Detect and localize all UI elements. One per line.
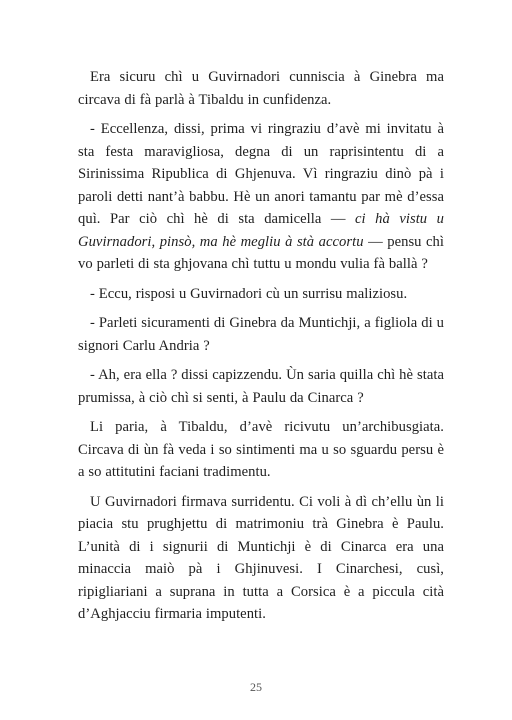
text-segment: U Guvirnadori firmava surridentu. Ci voli à dì ch’ellu ùn li piacia stu prughjettu di matrimoniu trà Ginebra è Paulu. L’unità di i signurii di Muntichji è di Cinarca era una minaccia maiò pà i Ghjinuvesi. I Cinarchesi, cusì, ripigliariani a suprana in tutta a Corsica è a piccula cità d’Aghjacciu firmaria imputenti. [78, 493, 444, 622]
text-segment: - Parleti sicuramenti di Ginebra da Muntichji, a figliola di u signori Carlu Andria ? [78, 315, 444, 354]
paragraph [78, 364, 444, 409]
paragraph [78, 66, 444, 111]
paragraph [78, 283, 444, 306]
paragraph [78, 312, 444, 357]
text-segment: Era sicuru chì u Guvirnadori cunniscia à Ginebra ma circava di fà parlà à Tibaldu in cunfidenza. [78, 69, 444, 108]
text-segment: - Eccellenza, dissi, prima vi ringraziu d’avè mi invitatu à sta festa maravigliosa, degna di un raprisintentu di a Sirinissima Ripublica di Ghjenuva. Vì ringraziu dinò pà i paroli detti nant’à babbu. Hè un anori tamantu par mè d’essa quì. Par ciò chì hè di sta damicella — [78, 121, 444, 227]
paragraph [78, 416, 444, 484]
italic-text-segment: ci hà vistu u Guvirnadori, pinsò, ma hè megliu à stà accortu [78, 211, 444, 250]
paragraph [78, 118, 444, 276]
page-number: 25 [250, 680, 262, 694]
text-segment: - Eccu, risposi u Guvirnadori cù un surrisu maliziosu. [90, 285, 408, 302]
text-segment: Li paria, à Tibaldu, d’avè ricivutu un’archibusgiata. Circava di ùn fà veda i so sintimenti ma u so sguardu persu è a so attitutini faciani tradimentu. [78, 419, 444, 480]
book-page-body [78, 66, 444, 633]
text-segment: - Ah, era ella ? dissi capizzendu. Ùn saria quilla chì hè stata prumissa, à ciò chì si senti, à Paulu da Cinarca ? [78, 367, 444, 406]
paragraph [78, 491, 444, 626]
text-segment: — pensu chì vo parleti di sta ghjovana chì tuttu u mondu vulia fà ballà ? [78, 233, 444, 272]
